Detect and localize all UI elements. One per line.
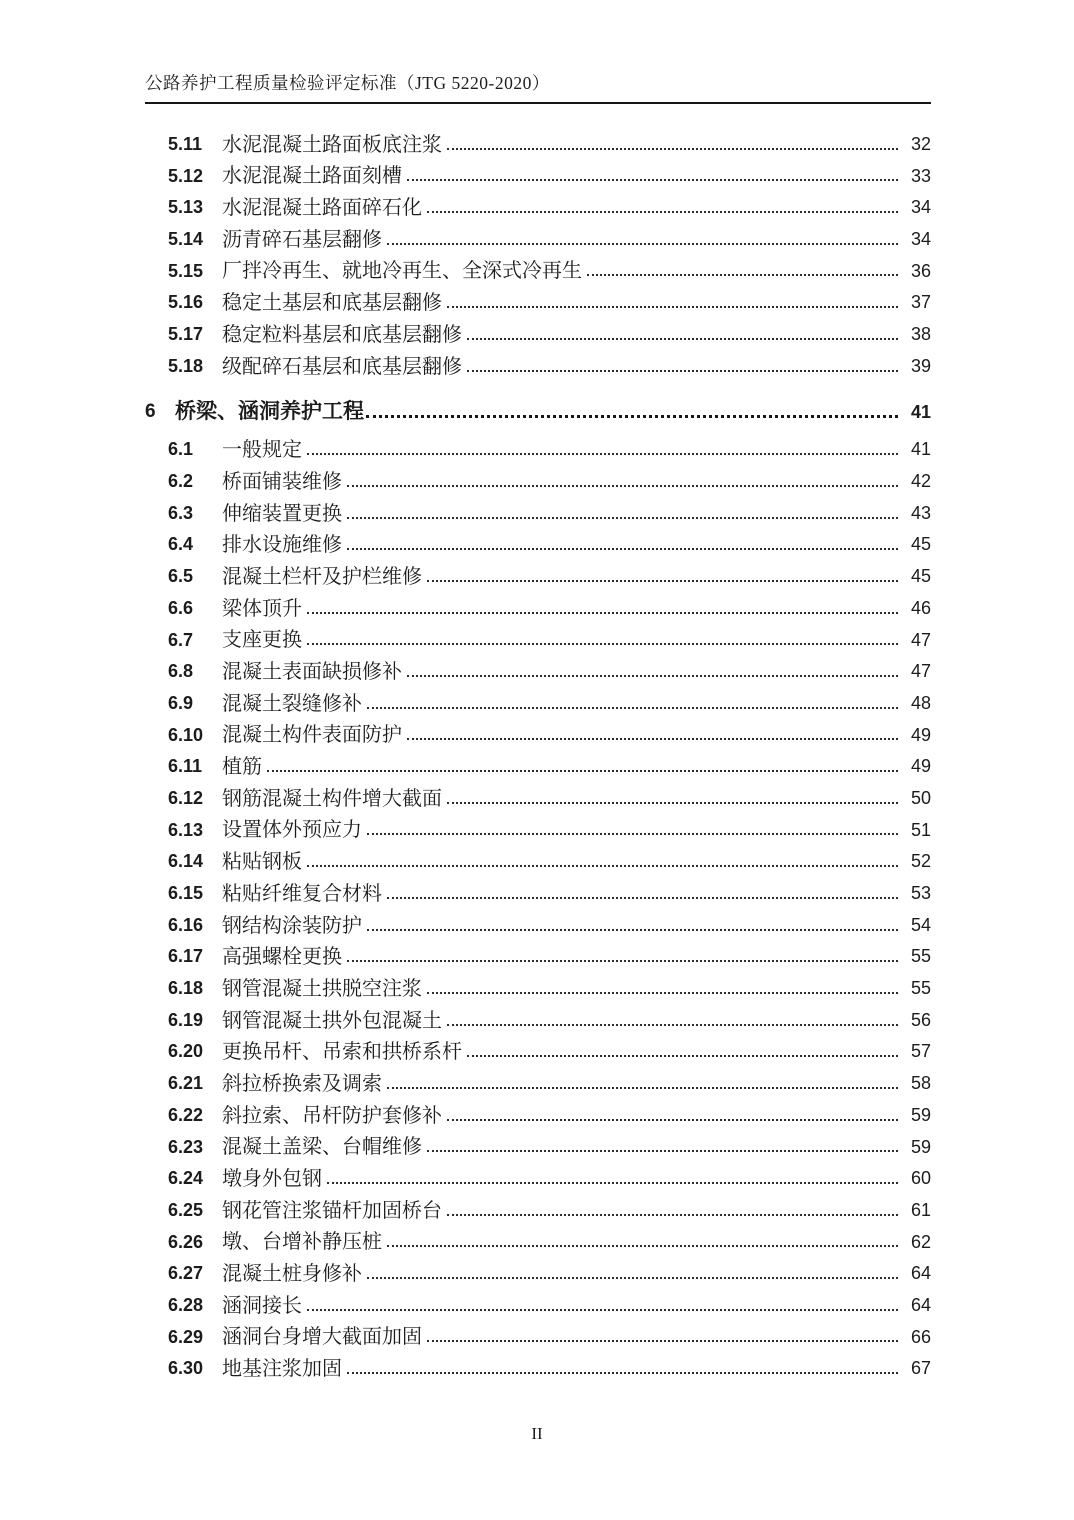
toc-entry-number: 6.19 bbox=[168, 1009, 204, 1030]
toc-entry-title: 桥梁、涵洞养护工程 bbox=[175, 399, 364, 424]
toc-entry-page: 66 bbox=[910, 1326, 931, 1347]
toc-entry bbox=[145, 1127, 931, 1159]
toc-entry bbox=[145, 388, 931, 424]
toc-entry-title: 钢管混凝土拱脱空注浆 bbox=[222, 977, 422, 1000]
toc-entry-title: 支座更换 bbox=[222, 629, 302, 652]
toc-entry-title: 粘贴钢板 bbox=[222, 851, 302, 874]
dot-leader bbox=[367, 707, 898, 709]
toc-entry-title: 水泥混凝土路面碎石化 bbox=[222, 197, 422, 220]
toc-entry-page: 55 bbox=[910, 978, 931, 999]
toc-entry-title: 高强螺栓更换 bbox=[222, 946, 342, 969]
toc-entry bbox=[145, 1000, 931, 1032]
toc-entry-page: 38 bbox=[910, 324, 931, 345]
toc-entry bbox=[145, 1285, 931, 1317]
toc-entry-page: 34 bbox=[910, 197, 931, 218]
dot-leader bbox=[387, 1087, 898, 1089]
dot-leader bbox=[407, 675, 898, 677]
dot-leader bbox=[387, 243, 898, 245]
dot-leader bbox=[447, 1119, 898, 1121]
toc-entry-number: 5.15 bbox=[168, 260, 204, 281]
dot-leader bbox=[447, 306, 898, 308]
toc-entry-page: 67 bbox=[910, 1358, 931, 1379]
toc-entry-title: 伸缩装置更换 bbox=[222, 502, 342, 525]
toc-entry bbox=[145, 124, 931, 156]
toc-entry bbox=[145, 219, 931, 251]
toc-entry-number: 6.21 bbox=[168, 1073, 204, 1094]
dot-leader bbox=[587, 274, 898, 276]
toc-entry-page: 56 bbox=[910, 1009, 931, 1030]
toc-entry-title: 梁体顶升 bbox=[222, 597, 302, 620]
toc-entry-title: 级配碎石基层和底基层翻修 bbox=[222, 355, 462, 378]
dot-leader bbox=[447, 1214, 898, 1216]
toc-entry-page: 64 bbox=[910, 1263, 931, 1284]
toc-entry-title: 沥青碎石基层翻修 bbox=[222, 228, 382, 251]
toc-entry-page: 51 bbox=[910, 819, 931, 840]
toc-entry-title: 稳定粒料基层和底基层翻修 bbox=[222, 323, 462, 346]
toc-entry-number: 5.16 bbox=[168, 292, 204, 313]
toc-entry-page: 36 bbox=[910, 260, 931, 281]
toc-entry-page: 60 bbox=[910, 1168, 931, 1189]
toc-entry-number: 6.30 bbox=[168, 1358, 204, 1379]
toc-entry bbox=[145, 841, 931, 873]
toc-entry bbox=[145, 683, 931, 715]
toc-entry-number: 6.4 bbox=[168, 534, 194, 555]
toc-entry bbox=[145, 746, 931, 778]
footer-page-number: II bbox=[531, 1424, 543, 1443]
dot-leader bbox=[366, 415, 898, 418]
dot-leader bbox=[267, 770, 898, 772]
toc-entry-title: 混凝土栏杆及护栏维修 bbox=[222, 565, 422, 588]
toc-entry-number: 6.13 bbox=[168, 819, 204, 840]
toc-entry-number: 6.7 bbox=[168, 629, 194, 650]
toc-entry-title: 厂拌冷再生、就地冷再生、全深式冷再生 bbox=[222, 260, 582, 283]
toc-entry-title: 斜拉桥换索及调索 bbox=[222, 1072, 382, 1095]
toc-entry bbox=[145, 1158, 931, 1190]
toc-entry bbox=[145, 651, 931, 683]
toc-entry bbox=[145, 1190, 931, 1222]
toc-entry-page: 59 bbox=[910, 1136, 931, 1157]
toc-entry-title: 涵洞接长 bbox=[222, 1294, 302, 1317]
toc-entry-page: 47 bbox=[910, 629, 931, 650]
toc-entry bbox=[145, 1348, 931, 1380]
toc-entry bbox=[145, 810, 931, 842]
dot-leader bbox=[387, 897, 898, 899]
toc-entry-title: 混凝土构件表面防护 bbox=[222, 724, 402, 747]
dot-leader bbox=[447, 802, 898, 804]
toc-entry-title: 混凝土裂缝修补 bbox=[222, 692, 362, 715]
toc-entry-page: 41 bbox=[910, 439, 931, 460]
toc-entry-page: 52 bbox=[910, 851, 931, 872]
running-header: 公路养护工程质量检验评定标准（JTG 5220-2020） bbox=[145, 70, 931, 104]
toc-entry bbox=[145, 873, 931, 905]
dot-leader bbox=[307, 1309, 898, 1311]
dot-leader bbox=[327, 1182, 898, 1184]
dot-leader bbox=[347, 1372, 898, 1374]
toc-entry-page: 62 bbox=[910, 1231, 931, 1252]
toc-entry-title: 混凝土盖梁、台帽维修 bbox=[222, 1136, 422, 1159]
toc-entry-number: 6.8 bbox=[168, 661, 194, 682]
toc-entry-number: 6.1 bbox=[168, 439, 194, 460]
toc-entry-title: 设置体外预应力 bbox=[222, 819, 362, 842]
toc-entry bbox=[145, 461, 931, 493]
toc-entry-number: 6.12 bbox=[168, 787, 204, 808]
toc-entry-number: 6.9 bbox=[168, 692, 194, 713]
toc-entry bbox=[145, 937, 931, 969]
toc-entry-page: 54 bbox=[910, 914, 931, 935]
dot-leader bbox=[427, 1340, 898, 1342]
toc-entry-title: 混凝土桩身修补 bbox=[222, 1263, 362, 1286]
dot-leader bbox=[347, 485, 898, 487]
toc-entry-page: 53 bbox=[910, 883, 931, 904]
dot-leader bbox=[427, 992, 898, 994]
toc-entry bbox=[145, 905, 931, 937]
dot-leader bbox=[307, 453, 898, 455]
dot-leader bbox=[307, 612, 898, 614]
toc-entry-number: 6.20 bbox=[168, 1041, 204, 1062]
toc-entry bbox=[145, 525, 931, 557]
toc-entry-page: 46 bbox=[910, 597, 931, 618]
toc-entry-title: 钢结构涂装防护 bbox=[222, 914, 362, 937]
toc-entry-number: 6.6 bbox=[168, 597, 194, 618]
toc-entry-number: 6.18 bbox=[168, 978, 204, 999]
toc-entry bbox=[145, 588, 931, 620]
toc-entry-page: 32 bbox=[910, 133, 931, 154]
toc-entry-page: 33 bbox=[910, 165, 931, 186]
toc-entry-page: 41 bbox=[910, 401, 931, 422]
toc-entry-number: 6.5 bbox=[168, 566, 194, 587]
dot-leader bbox=[427, 1150, 898, 1152]
toc-entry bbox=[145, 187, 931, 219]
toc-entry-title: 钢管混凝土拱外包混凝土 bbox=[222, 1009, 442, 1032]
toc-entry-title: 植筋 bbox=[222, 756, 262, 779]
toc-entry-title: 桥面铺装维修 bbox=[222, 470, 342, 493]
toc-entry-number: 6.25 bbox=[168, 1199, 204, 1220]
toc-entry-page: 55 bbox=[910, 946, 931, 967]
toc-entry-page: 43 bbox=[910, 502, 931, 523]
toc-entry-title: 钢花管注浆锚杆加固桥台 bbox=[222, 1199, 442, 1222]
toc-entry-title: 水泥混凝土路面板底注浆 bbox=[222, 133, 442, 156]
dot-leader bbox=[427, 211, 898, 213]
dot-leader bbox=[307, 643, 898, 645]
toc-entry-number: 6.2 bbox=[168, 471, 194, 492]
dot-leader bbox=[447, 148, 898, 150]
toc-entry-title: 排水设施维修 bbox=[222, 534, 342, 557]
toc-entry-title: 地基注浆加固 bbox=[222, 1358, 342, 1381]
toc-entry-page: 45 bbox=[910, 566, 931, 587]
dot-leader bbox=[447, 1024, 898, 1026]
toc-entry-number: 5.18 bbox=[168, 355, 204, 376]
toc-entry-number: 6.24 bbox=[168, 1168, 204, 1189]
toc-entry-title: 一般规定 bbox=[222, 439, 302, 462]
toc-entry bbox=[145, 778, 931, 810]
toc-entry-page: 47 bbox=[910, 661, 931, 682]
dot-leader bbox=[407, 738, 898, 740]
toc-entry-page: 49 bbox=[910, 756, 931, 777]
dot-leader bbox=[347, 960, 898, 962]
dot-leader bbox=[367, 833, 898, 835]
toc-entry bbox=[145, 282, 931, 314]
toc-entry bbox=[145, 620, 931, 652]
dot-leader bbox=[307, 865, 898, 867]
toc-entry bbox=[145, 715, 931, 747]
toc-entry bbox=[145, 1032, 931, 1064]
toc-entry bbox=[145, 1095, 931, 1127]
toc-entry-page: 42 bbox=[910, 471, 931, 492]
toc-entry-title: 钢筋混凝土构件增大截面 bbox=[222, 787, 442, 810]
toc-entry-number: 6.26 bbox=[168, 1231, 204, 1252]
toc-entry-number: 6.23 bbox=[168, 1136, 204, 1157]
toc-list bbox=[145, 124, 931, 1380]
toc-entry-number: 6.15 bbox=[168, 883, 204, 904]
dot-leader bbox=[467, 1055, 898, 1057]
toc-entry-number: 6.22 bbox=[168, 1104, 204, 1125]
toc-entry-page: 50 bbox=[910, 787, 931, 808]
toc-entry-number: 5.17 bbox=[168, 324, 204, 345]
toc-entry-page: 39 bbox=[910, 355, 931, 376]
toc-entry-page: 34 bbox=[910, 228, 931, 249]
toc-entry-page: 48 bbox=[910, 692, 931, 713]
toc-entry-number: 6.16 bbox=[168, 914, 204, 935]
toc-entry-number: 6.29 bbox=[168, 1326, 204, 1347]
toc-entry-title: 水泥混凝土路面刻槽 bbox=[222, 165, 402, 188]
toc-entry-number: 6.28 bbox=[168, 1294, 204, 1315]
toc-entry-title: 更换吊杆、吊索和拱桥系杆 bbox=[222, 1041, 462, 1064]
dot-leader bbox=[467, 370, 898, 372]
toc-entry bbox=[145, 1222, 931, 1254]
toc-entry-title: 涵洞台身增大截面加固 bbox=[222, 1326, 422, 1349]
toc-entry bbox=[145, 556, 931, 588]
toc-entry-title: 墩、台增补静压桩 bbox=[222, 1231, 382, 1254]
toc-entry bbox=[145, 430, 931, 462]
toc-entry-number: 5.14 bbox=[168, 228, 204, 249]
toc-entry-title: 稳定土基层和底基层翻修 bbox=[222, 292, 442, 315]
toc-entry-page: 37 bbox=[910, 292, 931, 313]
toc-entry-number: 6.17 bbox=[168, 946, 204, 967]
toc-entry bbox=[145, 346, 931, 378]
toc-entry bbox=[145, 314, 931, 346]
toc-entry-number: 5.12 bbox=[168, 165, 204, 186]
toc-entry-page: 45 bbox=[910, 534, 931, 555]
dot-leader bbox=[467, 338, 898, 340]
toc-entry-number: 6.10 bbox=[168, 724, 204, 745]
dot-leader bbox=[427, 580, 898, 582]
toc-entry-title: 墩身外包钢 bbox=[222, 1168, 322, 1190]
dot-leader bbox=[387, 1245, 898, 1247]
dot-leader bbox=[347, 548, 898, 550]
toc-entry-page: 61 bbox=[910, 1199, 931, 1220]
toc-entry bbox=[145, 968, 931, 1000]
toc-entry-number: 5.11 bbox=[168, 133, 203, 154]
dot-leader bbox=[367, 1277, 898, 1279]
toc-entry-page: 57 bbox=[910, 1041, 931, 1062]
toc-entry-number: 6.3 bbox=[168, 502, 194, 523]
dot-leader bbox=[367, 929, 898, 931]
toc-entry bbox=[145, 156, 931, 188]
toc-entry-number: 6 bbox=[145, 400, 156, 422]
dot-leader bbox=[347, 517, 898, 519]
toc-entry-page: 59 bbox=[910, 1104, 931, 1125]
toc-entry-number: 5.13 bbox=[168, 197, 204, 218]
toc-entry-title: 混凝土表面缺损修补 bbox=[222, 661, 402, 683]
toc-entry bbox=[145, 251, 931, 283]
toc-entry bbox=[145, 1253, 931, 1285]
toc-entry bbox=[145, 493, 931, 525]
toc-entry-page: 49 bbox=[910, 724, 931, 745]
toc-entry-title: 斜拉索、吊杆防护套修补 bbox=[222, 1104, 442, 1127]
dot-leader bbox=[407, 179, 898, 181]
toc-entry-number: 6.14 bbox=[168, 851, 204, 872]
toc-entry bbox=[145, 1063, 931, 1095]
toc-entry-page: 58 bbox=[910, 1073, 931, 1094]
toc-entry bbox=[145, 1317, 931, 1349]
toc-entry-page: 64 bbox=[910, 1294, 931, 1315]
toc-entry-number: 6.11 bbox=[168, 756, 203, 777]
toc-entry-number: 6.27 bbox=[168, 1263, 204, 1284]
toc-entry-title: 粘贴纤维复合材料 bbox=[222, 882, 382, 905]
